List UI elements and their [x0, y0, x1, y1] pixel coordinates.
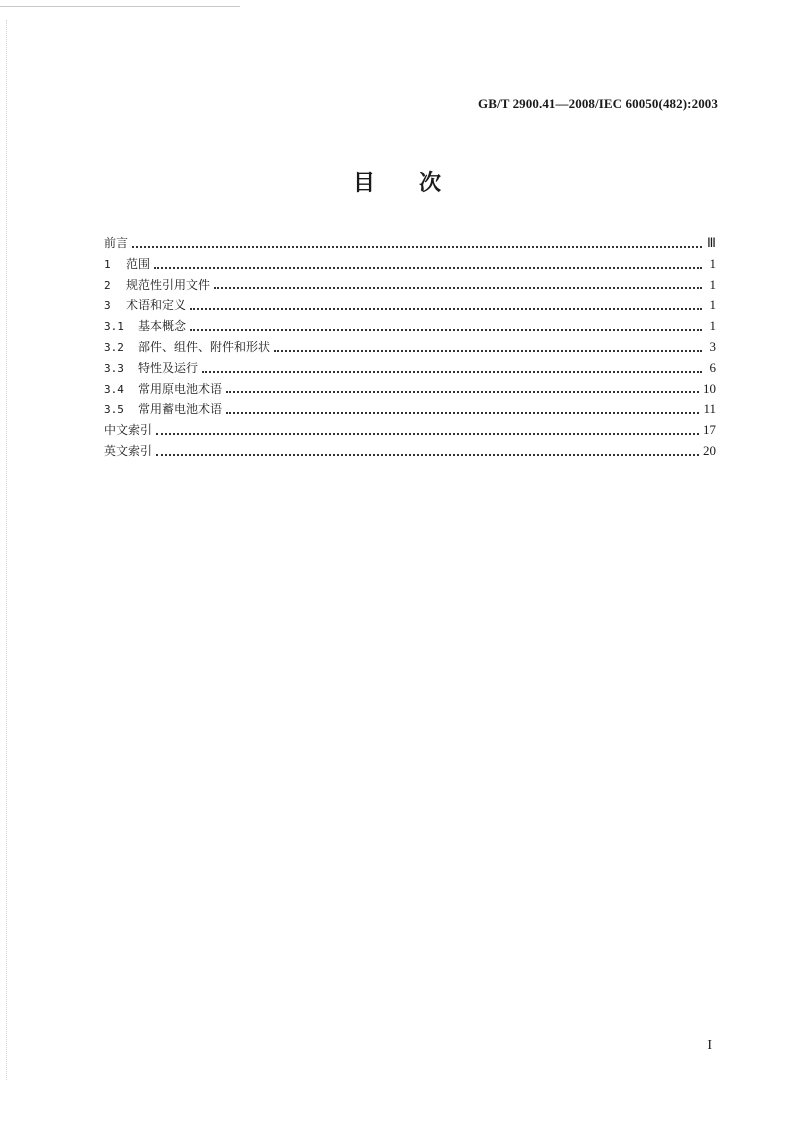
toc-entry-number: 3.2 [104, 340, 124, 354]
toc-entry-page: 3 [709, 338, 716, 354]
toc-entry-label: 英文索引 [104, 443, 153, 458]
toc-entry-page: 6 [709, 359, 716, 375]
toc-entry-page: 1 [709, 255, 716, 271]
toc-entry[interactable] [104, 233, 716, 254]
toc-entry-number: 3.4 [104, 382, 124, 396]
toc-entry-label: 部件、组件、附件和形状 [138, 339, 271, 354]
toc-entry[interactable] [104, 337, 716, 358]
page-title [0, 166, 794, 197]
toc-entry-label: 常用原电池术语 [138, 381, 223, 396]
toc-entry-label: 基本概念 [138, 319, 187, 334]
toc-entry-label: 常用蓄电池术语 [138, 402, 223, 417]
toc-dot-leader [226, 390, 699, 393]
toc-entry[interactable] [104, 316, 716, 337]
toc-entry-number: 2 [104, 278, 111, 292]
toc-entry-label: 中文索引 [104, 423, 153, 438]
table-of-contents [104, 233, 716, 462]
toc-entry-number: 3.3 [104, 361, 124, 375]
toc-entry-page: 11 [703, 401, 716, 417]
standard-code: GB/T 2900.41—2008/IEC 60050(482):2003 [478, 96, 718, 111]
toc-entry-number: 3 [104, 299, 111, 313]
toc-dot-leader [156, 453, 699, 456]
toc-entry-label: 范围 [126, 256, 151, 271]
toc-entry-number: 1 [104, 257, 111, 271]
toc-dot-leader [132, 245, 702, 248]
toc-entry[interactable] [104, 399, 716, 420]
toc-entry-number: 3.5 [104, 403, 124, 417]
toc-entry[interactable] [104, 275, 716, 296]
toc-entry-label: 术语和定义 [126, 298, 187, 313]
toc-dot-leader [156, 432, 699, 435]
toc-entry-page: 1 [709, 318, 716, 334]
toc-entry[interactable] [104, 254, 716, 275]
title-char-2: 次 [419, 171, 442, 196]
page-number: I [707, 1038, 712, 1053]
toc-entry-label: 规范性引用文件 [126, 277, 211, 292]
toc-entry-page: 10 [703, 380, 716, 396]
toc-dot-leader [274, 349, 702, 352]
toc-dot-leader [190, 328, 702, 331]
toc-entry-page: 1 [709, 297, 716, 313]
toc-dot-leader [190, 307, 702, 310]
toc-dot-leader [202, 370, 702, 373]
toc-entry-page: 17 [703, 422, 716, 438]
toc-dot-leader [226, 411, 699, 414]
title-char-1: 目 [352, 171, 375, 196]
toc-entry-page: 20 [703, 442, 716, 458]
toc-entry-number: 3.1 [104, 320, 124, 334]
toc-entry[interactable] [104, 379, 716, 400]
toc-entry-page: 1 [709, 276, 716, 292]
toc-dot-leader [154, 266, 702, 269]
toc-entry-label: 前言 [104, 236, 129, 250]
toc-entry[interactable] [104, 358, 716, 379]
toc-entry[interactable] [104, 420, 716, 441]
toc-entry[interactable] [104, 441, 716, 462]
toc-entry-label: 特性及运行 [138, 360, 199, 375]
toc-entry[interactable] [104, 295, 716, 316]
scan-artifact-line [0, 6, 240, 7]
toc-dot-leader [214, 286, 702, 289]
toc-entry-page: Ⅲ [707, 235, 716, 250]
